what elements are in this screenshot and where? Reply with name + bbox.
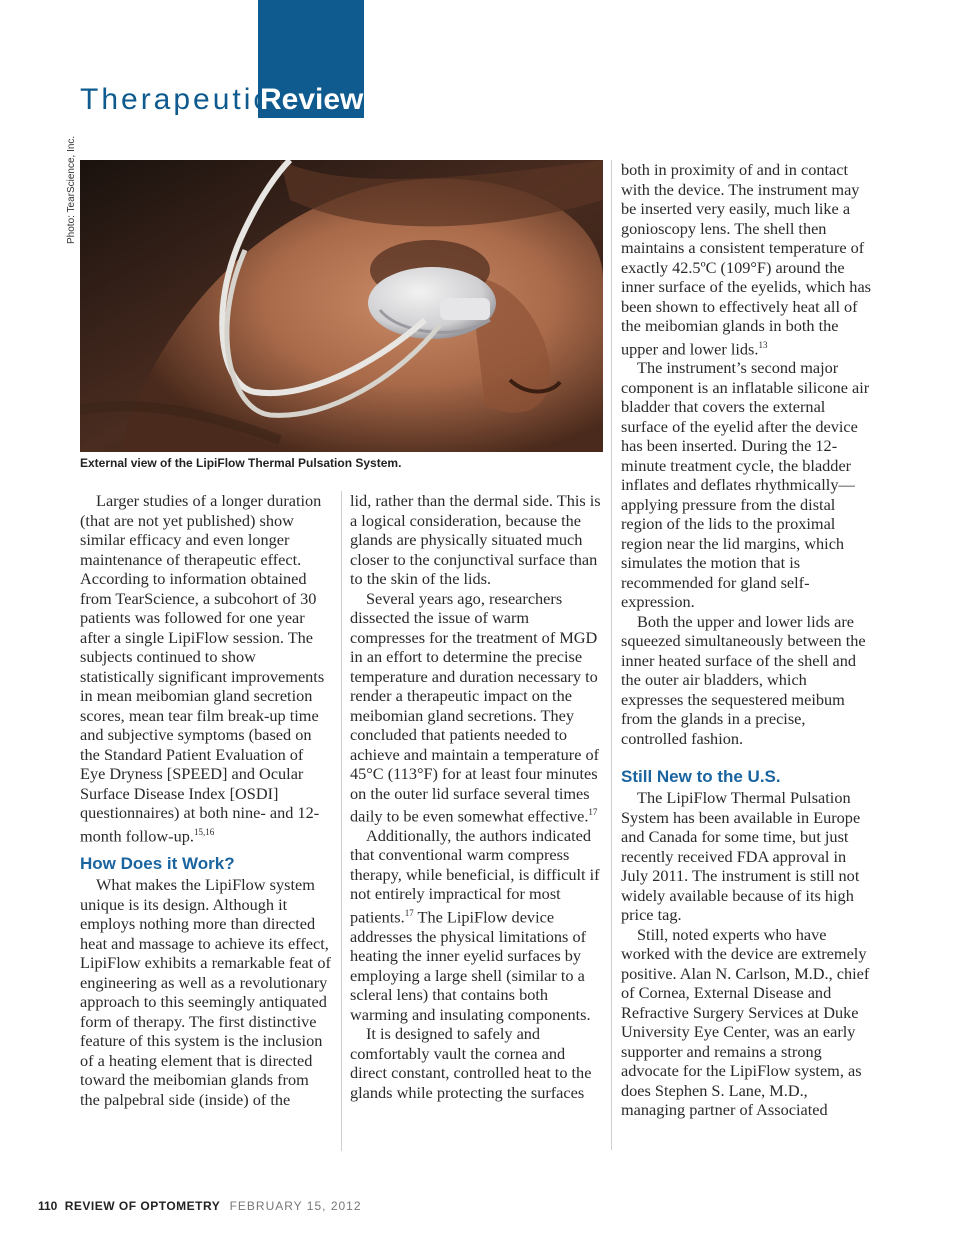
paragraph: Larger studies of a longer duration (that are not yet published) show similar efficacy and even longer maintenance of therapeutic effect. According to information obtained from TearScience, a subcohort of 30 patients was followed for one year after a single LipiFlow session. The subjects continued to show statistically significant improvements in mean meibomian gland secretion scores, mean tear film break-up time and subjective symptoms (based on the Standard Patient Evaluation of Eye Dryness [SPEED] and Ocular Surface Disease Index [OSDI] questionnaires) at both nine- and 12-month follow-up.$^{15,16}$ xyxy=(80,491,325,845)
section-title-bold: Review xyxy=(260,83,364,116)
reference-superscript: 15,16 xyxy=(193,826,215,837)
column-divider xyxy=(341,491,342,1151)
text-column-3 xyxy=(621,160,873,1120)
photo-caption: External view of the LipiFlow Thermal Pulsation System. xyxy=(80,456,402,470)
paragraph: The instrument’s second major component is an inflatable silicone air bladder that covers the external surface of the eyelid after the device has been inserted. During the 12-minute treatment cycle, the bladder inflates and deflates rhythmically—applying pressure from the distal region of the lids to the proximal region near the lid margins, which simulates the motion that is recommended for gland self-expression. xyxy=(621,358,870,612)
reference-superscript: 13 xyxy=(758,339,768,350)
section-title-light: Therapeutic xyxy=(80,83,272,116)
paragraph: lid, rather than the dermal side. This is a logical consideration, because the glands are physically situated much closer to the conjunctival surface than to the skin of the lids. xyxy=(350,491,601,588)
paragraph: The LipiFlow Thermal Pulsation System has been available in Europe and Canada for some time, but just recently received FDA approval in July 2011. The instrument is still not widely available because of its high price tag. xyxy=(621,788,861,925)
subheading: How Does it Work? xyxy=(80,854,235,874)
paragraph: Still, noted experts who have worked with the device are extremely positive. Alan N. Carlson, M.D., chief of Cornea, External Disease and Refractive Surgery Services at Duke University Eye Center, was an early supporter and remains a strong advocate for the LipiFlow system, as does Stephen S. Lane, M.D., managing partner of Associated xyxy=(621,924,870,1120)
photo-credit: Photo: TearScience, Inc. xyxy=(66,135,77,244)
paragraph: Both the upper and lower lids are squeezed simultaneously between the inner heated surface of the shell and the outer air bladders, which expresses the sequestered meibum from the glands in a precise, controlled fashion. xyxy=(621,611,866,748)
column-divider xyxy=(611,160,612,1150)
paragraph: It is designed to safely and comfortably vault the cornea and direct constant, controlled heat to the glands while protecting the surfaces xyxy=(350,1024,592,1102)
page-footer xyxy=(38,1199,362,1213)
text-column-2 xyxy=(350,491,602,1102)
issue-date: FEBRUARY 15, 2012 xyxy=(229,1199,362,1213)
paragraph: What makes the LipiFlow system unique is its design. Although it employs nothing more than directed heat and massage to achieve its effect, LipiFlow exhibits a remarkable feat of engineering as well as a revolutionary approach to this seemingly antiquated form of therapy. The first distinctive feature of this system is the inclusion of a heating element that is directed toward the meibomian glands from the palpebral side (inside) of the xyxy=(80,875,331,1109)
paragraph: Additionally, the authors indicated that conventional warm compress therapy, while beneficial, is difficult if not entirely impractical for most patients.$^{17}$ The LipiFlow device addresses the physical limitations of heating the inner eyelid surfaces by employing a large shell (similar to a scleral lens) that contains both warming and insulating components. xyxy=(350,825,600,1024)
page-number: 110 xyxy=(38,1199,58,1213)
reference-superscript: 17 xyxy=(404,907,414,918)
magazine-name: REVIEW OF OPTOMETRY xyxy=(64,1199,221,1213)
subheading: Still New to the U.S. xyxy=(621,767,781,787)
paragraph: both in proximity of and in contact with the device. The instrument may be inserted very easily, much like a gonioscopy lens. The shell then maintains a consistent temperature of exactly 42.5ºC (109°F) around the inner surface of the eyelids, which has been shown to effectively heat all of the meibomian glands in both the upper and lower lids.$^{13}$ xyxy=(621,160,872,358)
text-column-1 xyxy=(80,491,332,1109)
paragraph: Several years ago, researchers dissected the issue of warm compresses for the treatment of MGD in an effort to determine the precise temperature and duration necessary to render a therapeutic impact on the meibomian gland secretions. They concluded that patients needed to achieve and maintain a temperature of 45°C (113°F) for at least four minutes on the outer lid surface several times daily to be even somewhat effective.$^{17}$ xyxy=(350,588,600,826)
lipiflow-photo xyxy=(80,160,603,452)
reference-superscript: 17 xyxy=(588,807,598,817)
